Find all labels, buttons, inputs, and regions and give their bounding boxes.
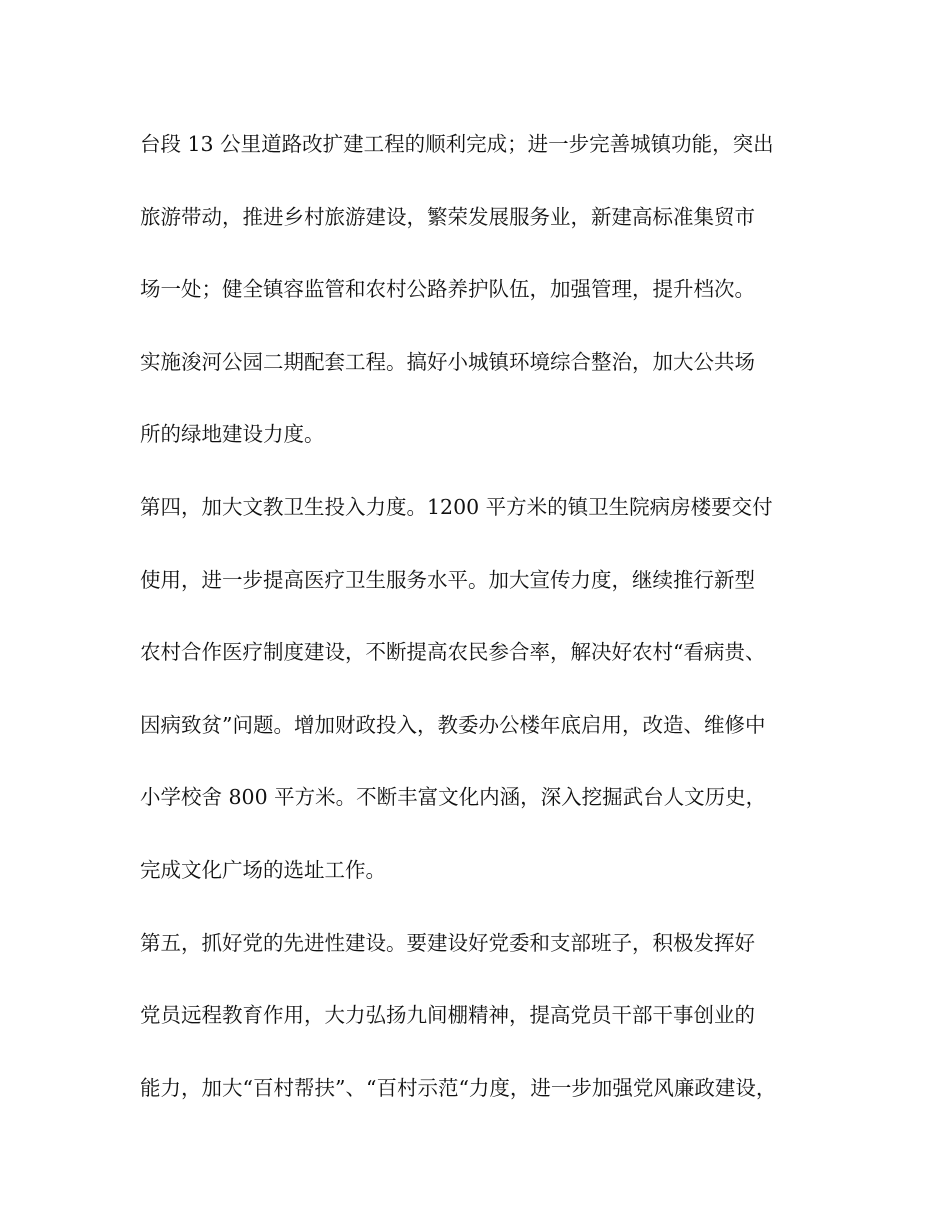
text-line: 实施浚河公园二期配套工程。搞好小城镇环境综合整治，加大公共场 bbox=[140, 349, 755, 374]
text-line: 党员远程教育作用，大力弘扬九间棚精神，提高党员干部干事创业的 bbox=[140, 1003, 755, 1028]
text-line: 场一处；健全镇容监管和农村公路养护队伍，加强管理，提升档次。 bbox=[140, 277, 755, 302]
text-line: 旅游带动，推进乡村旅游建设，繁荣发展服务业，新建高标准集贸市 bbox=[140, 204, 755, 229]
text-line: 台段 13 公里道路改扩建工程的顺利完成；进一步完善城镇功能，突出 bbox=[140, 132, 774, 156]
text-line: 农村合作医疗制度建设，不断提高农民参合率，解决好农村“看病贵、 bbox=[140, 640, 766, 665]
text-line: 第四，加大文教卫生投入力度。1200 平方米的镇卫生院病房楼要交付 bbox=[140, 494, 773, 519]
text-line: 所的绿地建设力度。 bbox=[140, 422, 325, 447]
document-body bbox=[140, 122, 810, 1138]
text-line: 第五，抓好党的先进性建设。要建设好党委和支部班子，积极发挥好 bbox=[140, 930, 755, 955]
text-line: 能力，加大“百村帮扶”、“百村示范“力度，进一步加强党风廉政建设， bbox=[140, 1075, 777, 1100]
text-line: 因病致贫”问题。增加财政投入，教委办公楼年底启用，改造、维修中 bbox=[140, 712, 766, 737]
text-line: 完成文化广场的选址工作。 bbox=[140, 857, 386, 882]
text-line: 小学校舍 800 平方米。不断丰富文化内涵，深入挖掘武台人文历史， bbox=[140, 785, 767, 810]
text-line: 使用，进一步提高医疗卫生服务水平。加大宣传力度，继续推行新型 bbox=[140, 567, 755, 592]
